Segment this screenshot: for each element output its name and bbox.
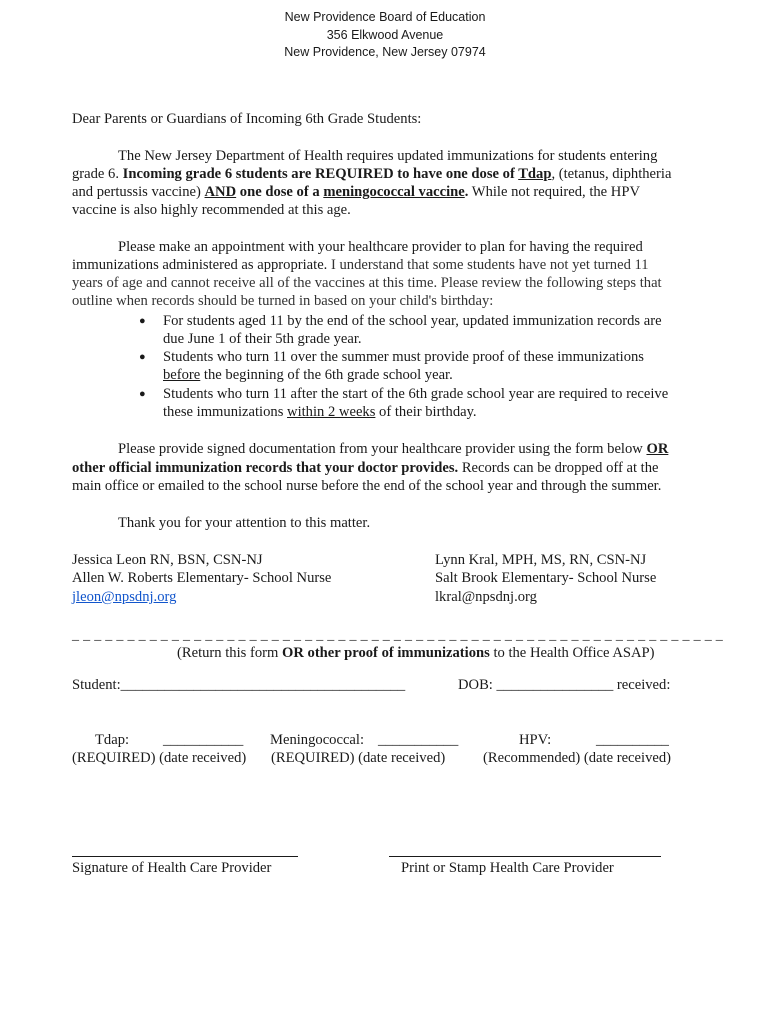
p3-line-3: main office or emailed to the school nurse before the end of the school year and through the summer. (72, 478, 662, 494)
letterhead-line-2: 356 Elkwood Avenue (326, 27, 444, 42)
bullet-1-line-2: due June 1 of their 5th grade year. (163, 331, 362, 347)
p1-line-2 (72, 165, 671, 183)
p1-text: While not required, the HPV (468, 184, 640, 200)
bullet-1-line-1: For students aged 11 by the end of the school year, updated immunization records are (163, 313, 662, 329)
p1-bold: Incoming grade 6 students are REQUIRED to have one dose of (122, 166, 519, 182)
p1-text: and pertussis vaccine) (72, 184, 205, 200)
p3-bold: other official immunization records that your doctor provides. (72, 460, 459, 476)
letterhead-line-3: New Providence, New Jersey 07974 (284, 45, 486, 59)
tdap-note: (REQUIRED) (date received) (72, 750, 247, 766)
p2-line-2 (72, 256, 649, 274)
p1-bold: one dose of a (236, 184, 324, 200)
p3-line-1 (118, 440, 668, 458)
signature-label: Signature of Health Care Provider (72, 860, 272, 876)
return-text: (Return this form (177, 645, 282, 661)
bullet-icon: ● (139, 388, 146, 400)
meningococcal-emphasis: meningococcal vaccine (323, 184, 465, 200)
bullet-icon: ● (139, 315, 146, 327)
bullet-icon: ● (139, 351, 146, 363)
return-text: to the Health Office ASAP) (489, 645, 655, 661)
signature-line[interactable] (72, 856, 298, 857)
tdap-date-field[interactable]: ___________ (163, 732, 244, 748)
salutation: Dear Parents or Guardians of Incoming 6th Grade Students: (72, 111, 422, 127)
bullet-text: the beginning of the 6th grade school year. (200, 367, 453, 383)
p1-line-1: The New Jersey Department of Health requires updated immunizations for students entering (118, 148, 658, 164)
nurse-2-email: lkral@npsdnj.org (435, 589, 537, 605)
letterhead (0, 9, 770, 62)
nurse-1-name: Jessica Leon RN, BSN, CSN-NJ (72, 552, 263, 568)
or-emphasis: OR (646, 441, 669, 457)
p1-bold: . (464, 184, 469, 200)
tdap-emphasis: Tdap (518, 166, 552, 182)
p1-line-4: vaccine is also highly recommended at this age. (72, 202, 351, 218)
nurse-1-school: Allen W. Roberts Elementary- School Nurse (72, 570, 332, 586)
and-emphasis: AND (204, 184, 237, 200)
thanks-line: Thank you for your attention to this matter. (118, 515, 371, 531)
return-bold: OR other proof of immunizations (281, 645, 490, 661)
p3-text: Please provide signed documentation from your healthcare provider using the form below (118, 441, 647, 457)
bullet-text: of their birthday. (375, 404, 477, 420)
meningococcal-date-field[interactable]: ___________ (378, 732, 459, 748)
p1-text: , (tetanus, diphtheria (551, 166, 672, 182)
p2-text: I understand that some students have not yet turned 11 (330, 257, 649, 273)
within-2-weeks-emphasis: within 2 weeks (287, 404, 376, 420)
hpv-date-field[interactable]: __________ (596, 732, 669, 748)
cut-line: _ _ _ _ _ _ _ _ _ _ _ _ _ _ _ _ _ _ _ _ _ _ _ _ _ _ _ _ _ _ _ _ _ _ _ _ _ _ _ _ _ _ _ _ _ _ _ _ _ _ _ _ _ _ _ _ _ _ _ (72, 628, 724, 643)
tdap-label: Tdap: (95, 732, 130, 748)
meningococcal-label: Meningococcal: (270, 732, 365, 748)
letterhead-line-1: New Providence Board of Education (284, 10, 486, 24)
hpv-label: HPV: (519, 732, 552, 748)
meningococcal-note: (REQUIRED) (date received) (271, 750, 446, 766)
nurse-1-email-link[interactable]: jleon@npsdnj.org (72, 589, 177, 605)
p3-line-2 (72, 459, 659, 477)
p1-text: grade 6. (72, 166, 123, 182)
hpv-note: (Recommended) (date received) (483, 750, 671, 766)
return-note (177, 644, 655, 662)
student-field[interactable]: Student:_______________________________________ (72, 677, 406, 693)
bullet-3-line-2 (163, 403, 477, 421)
p3-text: Records can be dropped off at the (458, 460, 659, 476)
stamp-label: Print or Stamp Health Care Provider (401, 860, 614, 876)
bullet-2-line-1: Students who turn 11 over the summer must provide proof of these immunizations (163, 349, 644, 365)
bullet-2-line-2 (163, 366, 453, 384)
nurse-2-school: Salt Brook Elementary- School Nurse (435, 570, 657, 586)
dob-field[interactable]: DOB: ________________ received: (458, 677, 671, 693)
p2-line-3: years of age and cannot receive all of the vaccines at this time. Please review the following steps that (72, 275, 662, 291)
before-emphasis: before (163, 367, 201, 383)
p2-line-4: outline when records should be turned in based on your child's birthday: (72, 293, 494, 309)
bullet-3-line-1: Students who turn 11 after the start of the 6th grade school year are required to receive (163, 386, 669, 402)
bullet-text: these immunizations (163, 404, 288, 420)
p1-line-3 (72, 183, 640, 201)
stamp-line[interactable] (389, 856, 661, 857)
p2-text: immunizations administered as appropriate. (72, 257, 331, 273)
p2-line-1: Please make an appointment with your healthcare provider to plan for having the required (118, 239, 643, 255)
nurse-2-name: Lynn Kral, MPH, MS, RN, CSN-NJ (435, 552, 647, 568)
